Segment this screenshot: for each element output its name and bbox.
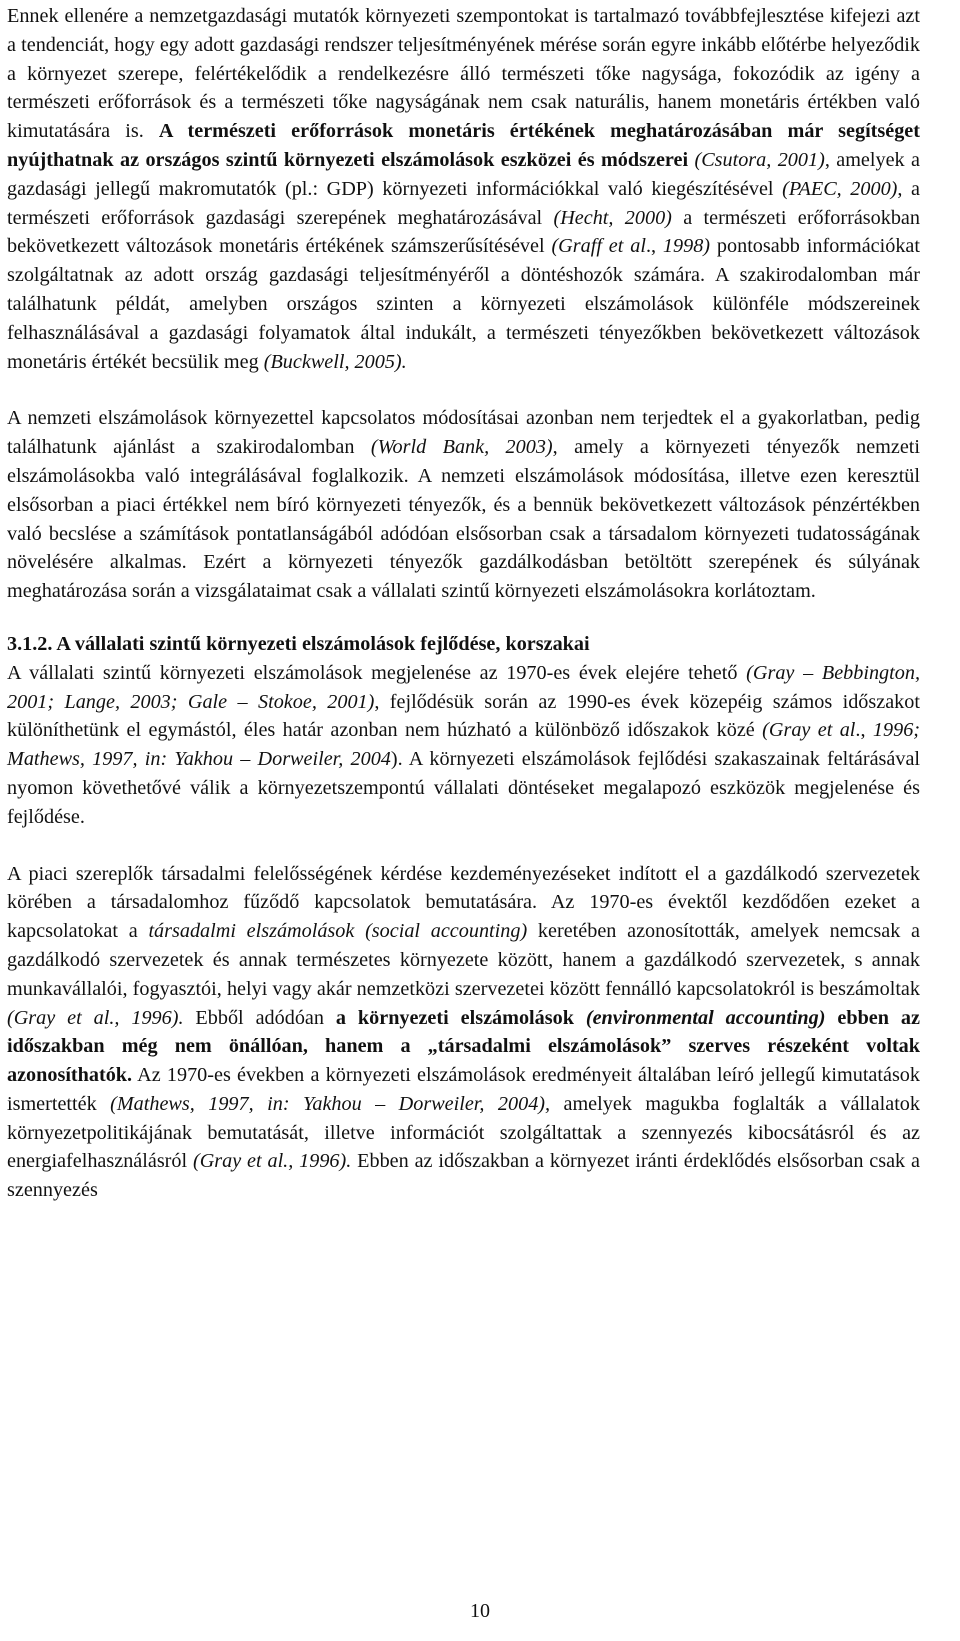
p4-text-run: amelyek magukba foglalták a vállalatok környezetpolitikájának bemutatását, illetve információt szolgáltattak a szennyezés kibocsátásról és az energiafelhasználásról <box>7 1092 920 1173</box>
p1-text-run: 1998) <box>662 235 711 258</box>
p4-text-run: társadalmi elszámolások (social accounting) <box>148 920 528 943</box>
p1-text-run: a természeti erőforrásokban bekövetkezett változások monetáris értékének számszerűsítésével <box>7 206 920 258</box>
p4-text-run: Az 1970-es években a környezeti elszámolások eredményeit általában leíró jellegű kimutatások ismertették <box>7 1064 920 1115</box>
p1-text-run: (Hecht, 2000) <box>553 206 672 229</box>
p4-text-run: keretében azonosították, amelyek nemcsak a gazdálkodó szervezetek és annak természetes környezete között, hanem a gazdálkodó szervezetek, s annak munkavállalói, fogyasztói, helyi vagy akár nemzetközi szervezetei között fennálló kapcsolatokról is beszámoltak <box>7 920 920 1000</box>
p3-text-run: 1996; Mathews, 1997, in: Yakhou – Dorweiler, 2004 <box>7 719 921 771</box>
p1-text-run: pontosabb információkat szolgáltatnak az adott ország gazdasági teljesítményéről a döntéshozók számára. A szakirodalomban már találhatunk példát, amelyben országos szinten a környezeti elszámolások különféle módszereinek felhasználásával a gazdasági folyamatok által indukált, a természeti tényezőkben bekövetkezett változások monetáris értékét becsülik meg <box>7 235 920 373</box>
p4-text-run: Ebben az időszakban a környezet iránti érdeklődés elsősorban csak a szennyezés <box>7 1150 920 1202</box>
p1-text-run: (Buckwell, 2005). <box>263 350 407 373</box>
p1-text-run: (Graff et al <box>551 235 646 258</box>
section-heading: 3.1.2. A vállalati szintű környezeti elszámolások fejlődése, korszakai <box>7 632 590 655</box>
p3-text-run: A vállalati szintű környezeti elszámolások megjelenése az 1970-es évek elejére tehető <box>7 661 747 684</box>
p4-text-run: A piaci szereplők társadalmi felelősségének kérdése kezdeményezéseket indított el a gazdálkodó szervezetek körében a társadalomhoz fűződő kapcsolatok bemutatására. Az 1970-es évektől kezdődően ezeket a kapcsolatokat a <box>7 862 920 943</box>
p1-text-run: (PAEC, 2000) <box>782 177 898 200</box>
p1-text-run: Ennek ellenére a nemzetgazdasági mutatók környezeti szempontokat is tartalmazó továbbfejlesztése kifejezi azt a tendenciát, hogy egy adott gazdasági rendszer teljesítményének mérése során egyre inkább előtérbe helyeződik a környezet szerepe, felértékelődik a rendelkezésre álló természeti tőke nagysága, fokozódik az igény a természeti erőforrások és a természeti tőke nagyságának nem csak naturális, hanem monetáris értékben való kimutatására is. <box>7 5 920 143</box>
p1-text-run: A természeti erőforrások monetáris értékének meghatározásában már segítséget nyújthatnak az országos szintű környezeti elszámolások eszközei és módszerei <box>7 120 920 171</box>
p2-text-run: A nemzeti elszámolások környezettel kapcsolatos módosításai azonban nem terjedtek el a gyakorlatban, pedig találhatunk ajánlást a szakirodalomban <box>7 407 920 459</box>
p4-text-run: (Mathews, 1997, in: Yakhou – Dorweiler, 2004), <box>110 1092 551 1115</box>
page-number: 10 <box>470 1600 490 1622</box>
p4-text-run: Ebből adódóan <box>183 1006 336 1029</box>
p3-text-run: ., <box>855 719 873 742</box>
p4-text-run: a környezeti elszámolások <box>335 1006 586 1029</box>
paragraph-1 <box>7 2 920 376</box>
p3-text-run: (Gray – Bebbington, 2001; Lange, 2003; Gale – Stokoe, 2001) <box>7 661 920 713</box>
p3-text-run: (Gray et al <box>762 719 856 742</box>
p2-text-run: , amely a környezeti tényezők nemzeti elszámolásokba való integrálásával foglalkozik. A nemzeti elszámolások módosítása, illetve ezen keresztül elsősorban a piaci értékkel nem bíró környezeti tényezők, és a bennük bekövetkezett változások pénzértékben való becslése a számítások pontatlanságából adódóan elsősorban csak a társadalom környezeti tudatosságának növelésére alkalmas. Ezért a környezeti tényezők gazdálkodásban betöltött szerepének és súlyának meghatározása során a vizsgálataimat csak a vállalati szintű környezeti elszámolásokra korlátoztam. <box>7 436 920 603</box>
paragraph-3 <box>7 659 920 832</box>
p3-text-run: , fejlődésük során az 1990-es évek közepéig számos időszakot különíthetünk el egymástól, éles határ azonban nem húzható a különböző időszakok közé <box>7 690 920 742</box>
p4-text-run: (environmental accounting) <box>585 1006 826 1029</box>
paragraph-4 <box>7 860 920 1206</box>
p1-text-run: , amelyek a gazdasági jellegű makromutatók (pl.: GDP) környezeti információkkal való kiegészítésével <box>7 148 921 200</box>
p2-text-run: (World Bank, 2003) <box>370 436 553 459</box>
p1-text-run: , a természeti erőforrások gazdasági szerepének meghatározásával <box>7 177 920 229</box>
p4-text-run: (Gray et al., 1996). <box>7 1006 184 1029</box>
p1-text-run: ., <box>645 235 663 258</box>
p4-text-run: (Gray et al., 1996). <box>192 1150 352 1173</box>
p3-text-run: ). A környezeti elszámolások fejlődési szakaszainak feltárásával nyomon követhetővé válik a környezetszempontú vállalati döntéseket megalapozó eszközök megjelenése és fejlődése. <box>7 748 921 828</box>
p1-text-run: (Csutora, 2001) <box>694 148 825 171</box>
paragraph-2 <box>7 404 920 606</box>
p4-text-run: ebben az időszakban még nem önállóan, hanem a „társadalmi elszámolások” szerves részeként voltak azonosíthatók. <box>7 1006 920 1087</box>
